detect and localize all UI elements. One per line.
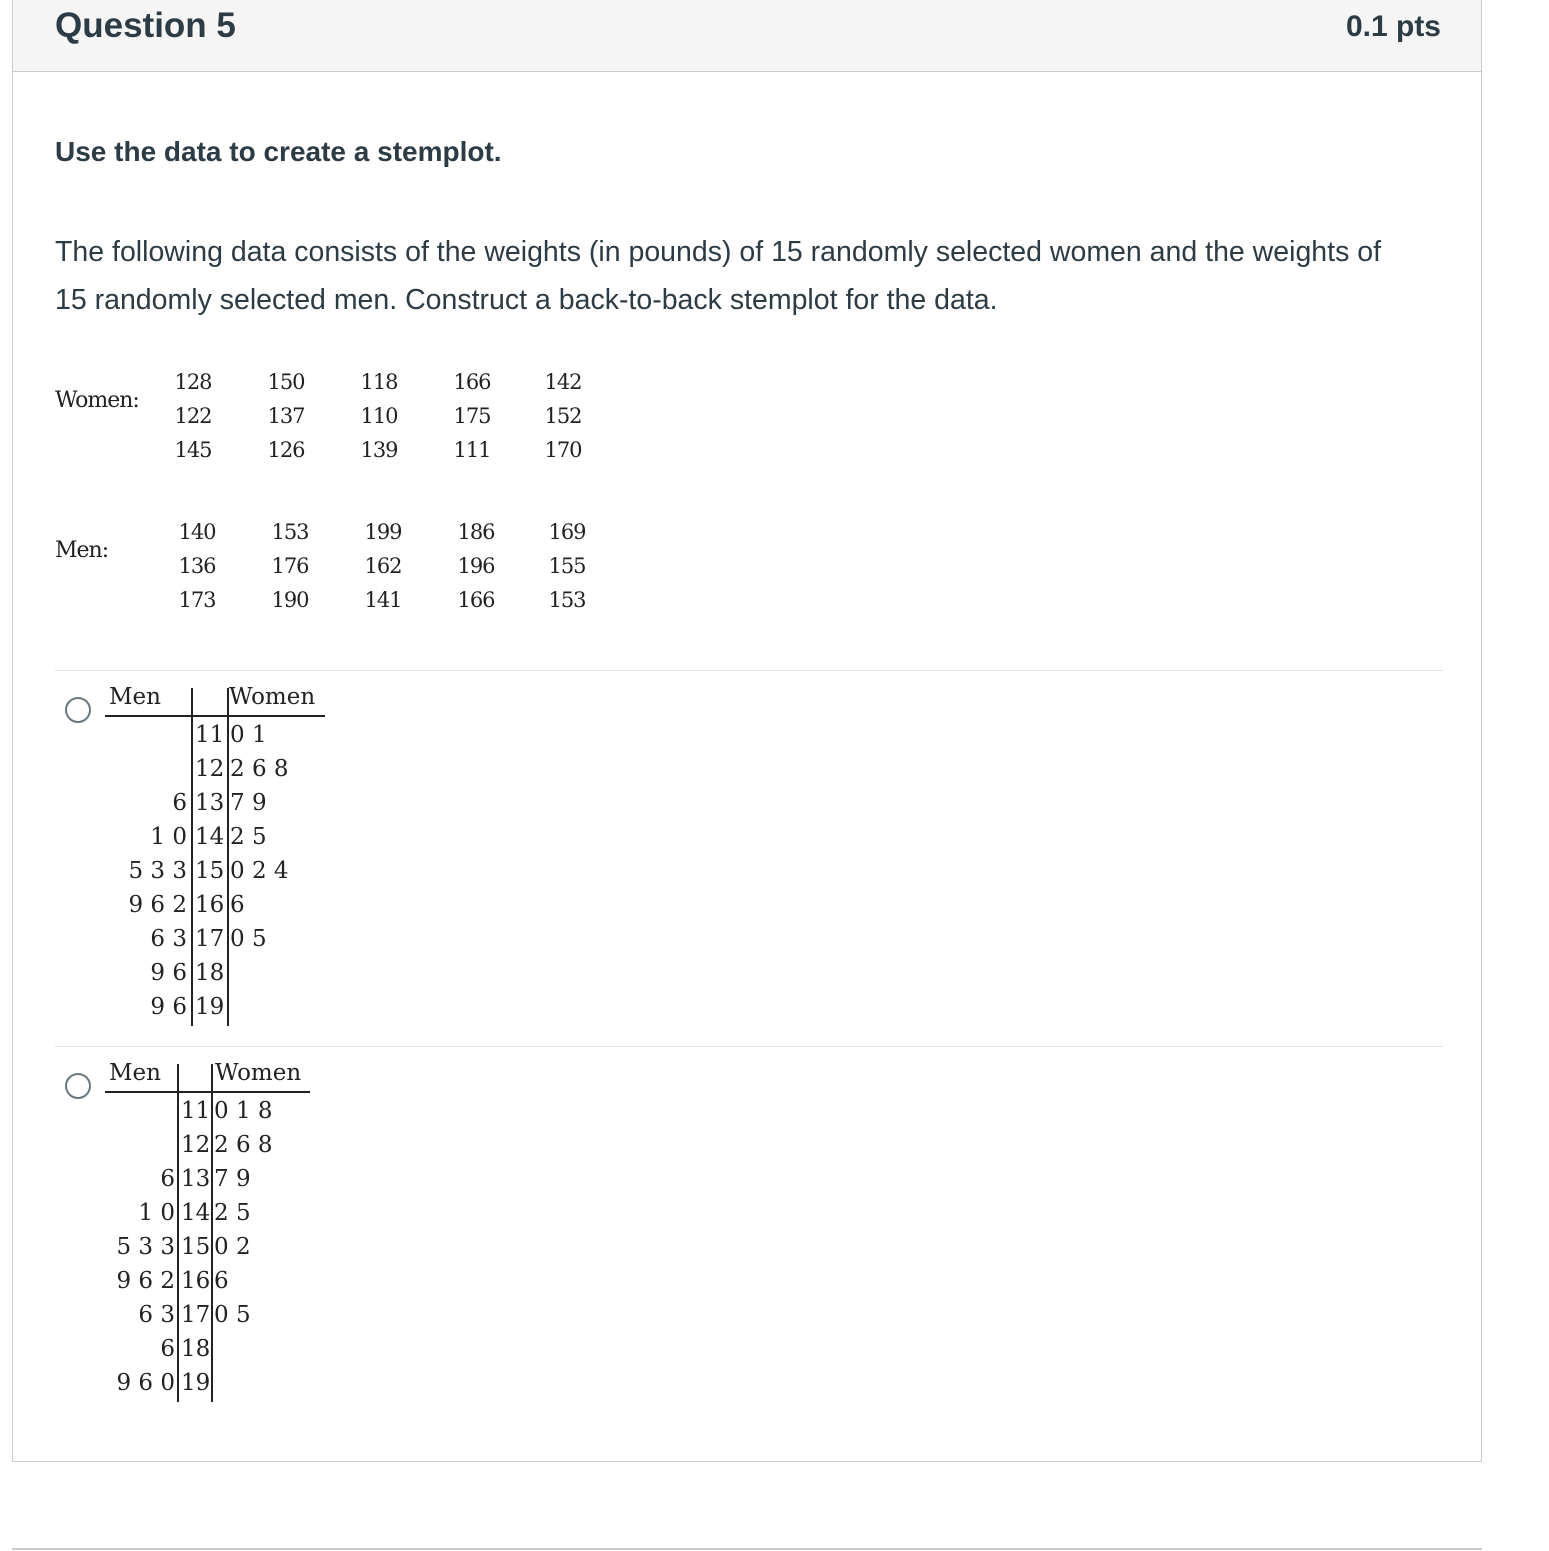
- men-value: 153: [271, 520, 309, 544]
- men-leaves: 6: [160, 1166, 175, 1192]
- men-label: Men:: [55, 538, 109, 563]
- stemplot-row: [105, 1366, 345, 1400]
- stem-value: 11: [195, 722, 225, 748]
- stemplot-row: [105, 854, 345, 888]
- stemplot-option-2[interactable]: [105, 1060, 325, 1405]
- women-value: 166: [453, 370, 491, 394]
- answer-divider: [55, 1046, 1443, 1047]
- stem-value: 15: [181, 1234, 211, 1260]
- women-value: 150: [267, 370, 305, 394]
- women-leaves: 0 1: [230, 722, 267, 748]
- women-leaves: 0 5: [230, 926, 267, 952]
- stem-value: 16: [195, 892, 225, 918]
- women-value: 118: [360, 370, 398, 394]
- stem-value: 14: [195, 824, 225, 850]
- men-value: 196: [457, 554, 495, 578]
- men-leaves: 6: [172, 790, 187, 816]
- women-leaves: 0 2: [214, 1234, 251, 1260]
- women-leaves: 2 5: [214, 1200, 251, 1226]
- women-leaves: 6: [230, 892, 245, 918]
- stemplot-row: [105, 990, 345, 1024]
- men-leaves: 9 6 2: [128, 892, 187, 918]
- stemplot-row: [105, 1162, 345, 1196]
- men-leaves: 6: [160, 1336, 175, 1362]
- stemplot-row: [105, 1332, 345, 1366]
- stem-value: 12: [195, 756, 225, 782]
- men-value: 162: [364, 554, 402, 578]
- stemplot-row: [105, 1128, 345, 1162]
- women-value: 128: [174, 370, 212, 394]
- men-value: 136: [178, 554, 216, 578]
- answer-radio-2[interactable]: [65, 1073, 91, 1099]
- stemplot-row: [105, 1298, 345, 1332]
- women-leaves: 0 1 8: [214, 1098, 273, 1124]
- men-value: 186: [457, 520, 495, 544]
- men-leaves: 5 3 3: [116, 1234, 175, 1260]
- women-leaves: 0 2 4: [230, 858, 289, 884]
- stem-value: 19: [181, 1370, 211, 1396]
- stemplot-row: [105, 922, 345, 956]
- men-value: 166: [457, 588, 495, 612]
- men-value: 173: [178, 588, 216, 612]
- women-leaves: 7 9: [214, 1166, 251, 1192]
- stemplot-row: [105, 1230, 345, 1264]
- women-leaves: 7 9: [230, 790, 267, 816]
- men-leaves: 9 6 0: [116, 1370, 175, 1396]
- men-leaves: 9 6: [150, 994, 187, 1020]
- question-points: 0.1 pts: [1345, 10, 1441, 43]
- women-value: 122: [174, 404, 212, 428]
- question-prompt: The following data consists of the weights (in pounds) of 15 randomly selected women and the weights of 15 randomly selected men. Construct a back-to-back stemplot for the data.: [55, 236, 1382, 316]
- women-value: 170: [544, 438, 582, 462]
- stemplot-row: [105, 1264, 345, 1298]
- women-value: 139: [360, 438, 398, 462]
- women-value: 142: [544, 370, 582, 394]
- stem-value: 14: [181, 1200, 211, 1226]
- women-leaves: 0 5: [214, 1302, 251, 1328]
- men-value: 199: [364, 520, 402, 544]
- men-leaves: 6 3: [150, 926, 187, 952]
- question-card: [12, 0, 1482, 1462]
- stem-value: 17: [181, 1302, 211, 1328]
- stem-value: 11: [181, 1098, 211, 1124]
- stem-value: 16: [181, 1268, 211, 1294]
- stemplot-row: [105, 956, 345, 990]
- question-title: Question 5: [55, 6, 236, 45]
- stem-value: 17: [195, 926, 225, 952]
- women-value: 110: [360, 404, 398, 428]
- men-header: Men: [109, 684, 161, 710]
- answer-radio-1[interactable]: [65, 697, 91, 723]
- women-value: 175: [453, 404, 491, 428]
- stem-value: 12: [181, 1132, 211, 1158]
- men-leaves: 9 6 2: [116, 1268, 175, 1294]
- men-leaves: 1 0: [138, 1200, 175, 1226]
- men-leaves: 9 6: [150, 960, 187, 986]
- women-header: Women: [215, 1060, 302, 1086]
- women-value: 111: [453, 438, 491, 462]
- question-header: [13, 0, 1481, 72]
- stemplot-row: [105, 786, 345, 820]
- next-question-rule: [12, 1548, 1482, 1550]
- women-label: Women:: [55, 388, 139, 413]
- stem-value: 15: [195, 858, 225, 884]
- answer-divider: [55, 670, 1443, 671]
- men-value: 155: [548, 554, 586, 578]
- stem-value: 18: [195, 960, 225, 986]
- women-value: 145: [174, 438, 212, 462]
- stem-value: 18: [181, 1336, 211, 1362]
- stemplot-row: [105, 888, 345, 922]
- men-leaves: 5 3 3: [128, 858, 187, 884]
- stemplot-option-1[interactable]: [105, 684, 335, 1029]
- stem-value: 13: [195, 790, 225, 816]
- stemplot-header: [105, 1060, 310, 1093]
- stemplot-row: [105, 718, 345, 752]
- women-leaves: 2 5: [230, 824, 267, 850]
- men-leaves: 6 3: [138, 1302, 175, 1328]
- stem-value: 13: [181, 1166, 211, 1192]
- stemplot-row: [105, 1196, 345, 1230]
- stemplot-row: [105, 752, 345, 786]
- question-instruction: Use the data to create a stemplot.: [55, 136, 502, 167]
- women-leaves: 6: [214, 1268, 229, 1294]
- men-value: 176: [271, 554, 309, 578]
- women-value: 126: [267, 438, 305, 462]
- stemplot-row: [105, 1094, 345, 1128]
- men-leaves: 1 0: [150, 824, 187, 850]
- women-leaves: 2 6 8: [230, 756, 289, 782]
- women-leaves: 2 6 8: [214, 1132, 273, 1158]
- men-value: 169: [548, 520, 586, 544]
- women-header: Women: [229, 684, 316, 710]
- women-value: 152: [544, 404, 582, 428]
- men-header: Men: [109, 1060, 161, 1086]
- stemplot-row: [105, 820, 345, 854]
- women-value: 137: [267, 404, 305, 428]
- men-value: 141: [364, 588, 402, 612]
- stemplot-header: [105, 684, 325, 717]
- men-value: 140: [178, 520, 216, 544]
- men-value: 190: [271, 588, 309, 612]
- men-value: 153: [548, 588, 586, 612]
- stem-value: 19: [195, 994, 225, 1020]
